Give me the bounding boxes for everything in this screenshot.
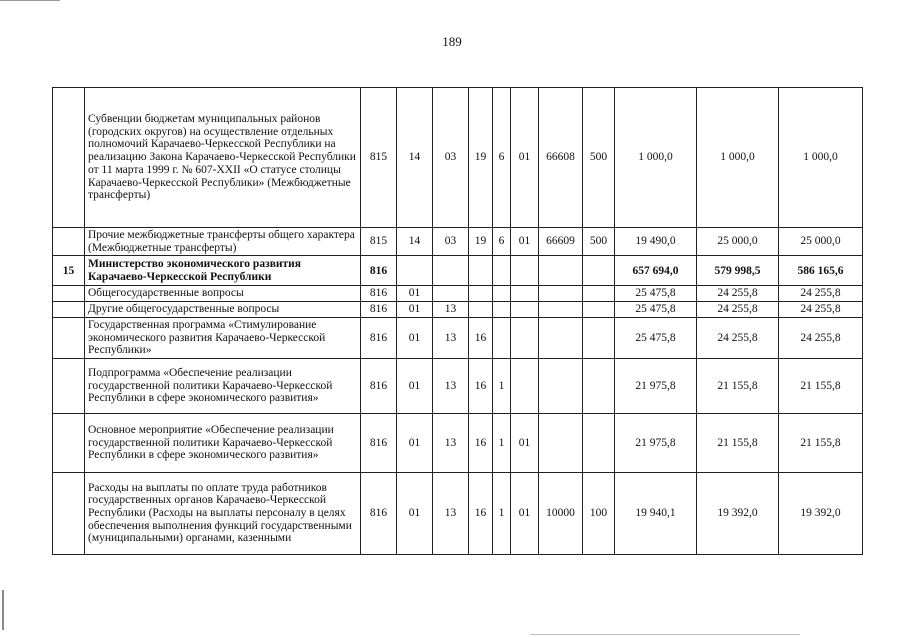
event-code-cell [511, 358, 539, 413]
expense-type-cell [583, 302, 615, 318]
program-code-cell [469, 286, 493, 302]
direction-code-cell [539, 302, 583, 318]
ministry-code-cell: 816 [361, 358, 397, 413]
amount-2019-cell: 21 975,8 [615, 413, 697, 472]
expense-type-cell [583, 256, 615, 286]
event-code-cell: 01 [511, 88, 539, 228]
amount-2021-cell: 21 155,8 [779, 413, 863, 472]
subsection-code-cell: 13 [433, 302, 469, 318]
amount-2019-cell: 25 475,8 [615, 302, 697, 318]
section-code-cell: 01 [397, 472, 433, 554]
table-row [53, 358, 863, 413]
section-code-cell: 01 [397, 286, 433, 302]
subsection-code-cell: 03 [433, 228, 469, 256]
event-code-cell [511, 286, 539, 302]
direction-code-cell [539, 256, 583, 286]
program-code-cell: 16 [469, 413, 493, 472]
amount-2020-cell: 24 255,8 [697, 286, 779, 302]
subsection-code-cell: 13 [433, 358, 469, 413]
subprogram-code-cell [493, 317, 511, 358]
section-code-cell: 01 [397, 413, 433, 472]
event-code-cell [511, 256, 539, 286]
subprogram-code-cell: 6 [493, 228, 511, 256]
amount-2021-cell: 21 155,8 [779, 358, 863, 413]
program-code-cell [469, 302, 493, 318]
ministry-code-cell: 816 [361, 472, 397, 554]
expense-type-cell: 100 [583, 472, 615, 554]
row-name-cell: Подпрограмма «Обеспечение реализации государственной политики Карачаево-Черкесской Республики в сфере экономического развития» [85, 358, 361, 413]
amount-2021-cell: 586 165,6 [779, 256, 863, 286]
ministry-code-cell: 816 [361, 286, 397, 302]
table-row [53, 317, 863, 358]
subsection-code-cell: 13 [433, 472, 469, 554]
row-name-cell: Прочие межбюджетные трансферты общего характера (Межбюджетные трансферты) [85, 228, 361, 256]
event-code-cell: 01 [511, 413, 539, 472]
table-row [53, 302, 863, 318]
scan-mark-top [0, 0, 60, 4]
section-code-cell: 01 [397, 302, 433, 318]
row-name-cell: Общегосударственные вопросы [85, 286, 361, 302]
amount-2021-cell: 1 000,0 [779, 88, 863, 228]
direction-code-cell [539, 286, 583, 302]
ministry-code-cell: 816 [361, 302, 397, 318]
subsection-code-cell: 13 [433, 413, 469, 472]
row-index-cell: 15 [53, 256, 85, 286]
event-code-cell: 01 [511, 472, 539, 554]
row-name-cell: Субвенции бюджетам муниципальных районов (городских округов) на осуществление отдельных полномочий Карачаево-Черкесской Республики на реализацию Закона Карачаево-Черкесской Республики от 11 марта 1999 г. № 607-XXII «О статусе столицы Карачаево-Черкесской Республики» (Межбюджетные трансферты) [85, 88, 361, 228]
amount-2021-cell: 24 255,8 [779, 302, 863, 318]
ministry-code-cell: 816 [361, 317, 397, 358]
expense-type-cell: 500 [583, 88, 615, 228]
amount-2020-cell: 19 392,0 [697, 472, 779, 554]
subprogram-code-cell [493, 286, 511, 302]
section-code-cell: 14 [397, 88, 433, 228]
table-row [53, 228, 863, 256]
direction-code-cell [539, 317, 583, 358]
section-code-cell: 01 [397, 317, 433, 358]
subsection-code-cell [433, 256, 469, 286]
program-code-cell: 16 [469, 358, 493, 413]
budget-table [52, 87, 863, 555]
subprogram-code-cell [493, 256, 511, 286]
section-code-cell: 01 [397, 358, 433, 413]
direction-code-cell [539, 413, 583, 472]
subsection-code-cell: 03 [433, 88, 469, 228]
table-row [53, 256, 863, 286]
row-index-cell [53, 302, 85, 318]
amount-2019-cell: 19 490,0 [615, 228, 697, 256]
scan-mark-bottom [530, 634, 800, 635]
amount-2020-cell: 1 000,0 [697, 88, 779, 228]
row-name-cell: Государственная программа «Стимулирование экономического развития Карачаево-Черкесской Республики» [85, 317, 361, 358]
expense-type-cell [583, 413, 615, 472]
amount-2021-cell: 24 255,8 [779, 317, 863, 358]
table-row [53, 88, 863, 228]
amount-2020-cell: 24 255,8 [697, 317, 779, 358]
subprogram-code-cell: 1 [493, 358, 511, 413]
table-row [53, 472, 863, 554]
direction-code-cell: 66609 [539, 228, 583, 256]
scan-mark-left [2, 590, 4, 630]
page-number: 189 [442, 34, 462, 49]
subprogram-code-cell [493, 302, 511, 318]
expense-type-cell [583, 286, 615, 302]
ministry-code-cell: 816 [361, 413, 397, 472]
row-index-cell [53, 88, 85, 228]
amount-2019-cell: 21 975,8 [615, 358, 697, 413]
expense-type-cell [583, 317, 615, 358]
row-index-cell [53, 228, 85, 256]
subsection-code-cell [433, 286, 469, 302]
subprogram-code-cell: 1 [493, 413, 511, 472]
event-code-cell: 01 [511, 228, 539, 256]
row-index-cell [53, 286, 85, 302]
expense-type-cell [583, 358, 615, 413]
subprogram-code-cell: 1 [493, 472, 511, 554]
ministry-code-cell: 815 [361, 228, 397, 256]
amount-2021-cell: 25 000,0 [779, 228, 863, 256]
amount-2019-cell: 25 475,8 [615, 286, 697, 302]
amount-2020-cell: 21 155,8 [697, 358, 779, 413]
event-code-cell [511, 317, 539, 358]
program-code-cell: 19 [469, 228, 493, 256]
amount-2020-cell: 21 155,8 [697, 413, 779, 472]
section-code-cell [397, 256, 433, 286]
amount-2020-cell: 25 000,0 [697, 228, 779, 256]
row-name-cell: Основное мероприятие «Обеспечение реализации государственной политики Карачаево-Черкесской Республики в сфере экономического развития» [85, 413, 361, 472]
amount-2019-cell: 25 475,8 [615, 317, 697, 358]
direction-code-cell: 66608 [539, 88, 583, 228]
ministry-code-cell: 816 [361, 256, 397, 286]
row-name-cell: Министерство экономического развития Карачаево-Черкесской Республики [85, 256, 361, 286]
row-name-cell: Расходы на выплаты по оплате труда работников государственных органов Карачаево-Черкесской Республики (Расходы на выплаты персоналу в целях обеспечения выполнения функций государственными (муниципальными) органами, казенными [85, 472, 361, 554]
amount-2020-cell: 24 255,8 [697, 302, 779, 318]
amount-2021-cell: 19 392,0 [779, 472, 863, 554]
program-code-cell [469, 256, 493, 286]
table-row [53, 286, 863, 302]
subsection-code-cell: 13 [433, 317, 469, 358]
direction-code-cell [539, 358, 583, 413]
expense-type-cell: 500 [583, 228, 615, 256]
amount-2019-cell: 657 694,0 [615, 256, 697, 286]
table-row [53, 413, 863, 472]
ministry-code-cell: 815 [361, 88, 397, 228]
section-code-cell: 14 [397, 228, 433, 256]
row-name-cell: Другие общегосударственные вопросы [85, 302, 361, 318]
amount-2019-cell: 19 940,1 [615, 472, 697, 554]
amount-2019-cell: 1 000,0 [615, 88, 697, 228]
amount-2021-cell: 24 255,8 [779, 286, 863, 302]
program-code-cell: 19 [469, 88, 493, 228]
program-code-cell: 16 [469, 472, 493, 554]
row-index-cell [53, 472, 85, 554]
direction-code-cell: 10000 [539, 472, 583, 554]
row-index-cell [53, 358, 85, 413]
subprogram-code-cell: 6 [493, 88, 511, 228]
row-index-cell [53, 317, 85, 358]
amount-2020-cell: 579 998,5 [697, 256, 779, 286]
event-code-cell [511, 302, 539, 318]
program-code-cell: 16 [469, 317, 493, 358]
row-index-cell [53, 413, 85, 472]
